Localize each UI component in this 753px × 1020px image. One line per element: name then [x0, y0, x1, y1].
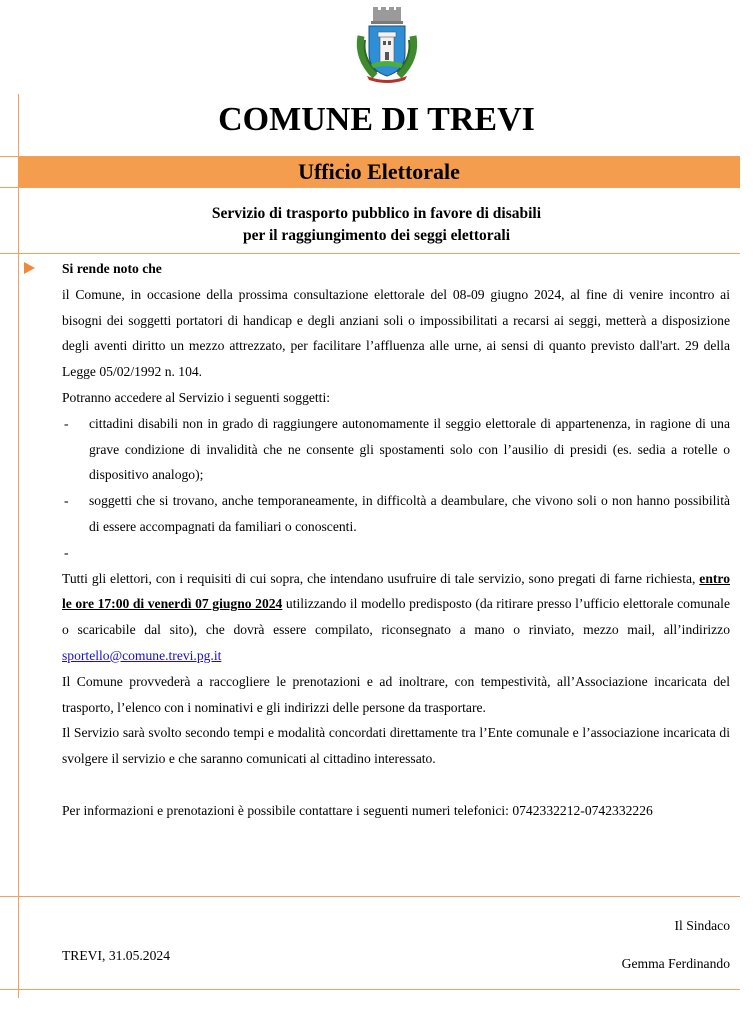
lead-text: Si rende noto che: [62, 261, 162, 276]
request-text-a: Tutti gli elettori, con i requisiti di cui sopra, che intendano usufruire di tale servizio, sono pregati di farne richiesta,: [62, 570, 700, 586]
page-title: COMUNE DI TREVI: [218, 101, 535, 138]
trevi-coat-of-arms-icon: [347, 6, 427, 86]
list-item-text: soggetti che si trovano, anche temporaneamente, in difficoltà a deambulare, che vivono soli o non hanno possibilità di essere accompagnati da familiari o conoscenti.: [89, 493, 730, 534]
subtitle-line-1: Servizio di trasporto pubblico in favore di disabili: [211, 205, 542, 222]
paragraph-service: Il Servizio sarà svolto secondo tempi e modalità concordati direttamente tra l’Ente comunale e l’associazione incaricata di svolgere il servizio e che saranno comunicati al cittadino interessato.: [62, 725, 730, 767]
list-item: [62, 488, 730, 540]
email-link[interactable]: sportello@comune.trevi.pg.it: [62, 647, 222, 663]
paragraph-request: [62, 566, 730, 669]
arrow-bullet-icon: [24, 262, 35, 274]
dash-marker: -: [64, 493, 69, 509]
signature-name: Gemma Ferdinando: [621, 956, 730, 971]
footer-rule-bottom: [0, 989, 740, 990]
place-date: TREVI, 31.05.2024: [62, 948, 170, 963]
eligibility-list: [62, 411, 730, 566]
header-rule-bottom: [0, 187, 740, 188]
spacer: [62, 772, 730, 798]
dash-marker: -: [64, 544, 69, 560]
footer-rule-top: [0, 896, 740, 897]
list-item-empty: [62, 540, 730, 566]
office-title: Ufficio Elettorale: [298, 159, 460, 184]
office-banner: [18, 157, 740, 187]
paragraph-bookings: Il Comune provvederà a raccogliere le prenotazioni e ad inoltrare, con tempestività, all’Associazione incaricata del trasporto, l’elenco con i nominativi e gli indirizzi delle persone da trasportare.: [62, 673, 730, 715]
notice-subtitle: [0, 203, 753, 247]
subtitle-line-2: per il raggiungimento dei seggi elettorali: [242, 227, 511, 244]
dash-marker: -: [64, 415, 69, 431]
list-item-text: cittadini disabili non in grado di raggiungere autonomamente il seggio elettorale di appartenenza, in ragione di una grave condizione di invalidità che ne consente gli spostamenti solo con l’ausilio di presidi (es. sedia a rotelle o dispositivo analogo);: [89, 415, 730, 483]
paragraph-eligible: Potranno accedere al Servizio i seguenti soggetti:: [62, 389, 331, 405]
deadline-text: entro le ore 17:00 di venerdì 07 giugno 2024: [62, 570, 730, 612]
notice-body: [62, 256, 730, 824]
paragraph-contacts: Per informazioni e prenotazioni è possibile contattare i seguenti numeri telefonici: 0742332212-0742332226: [62, 802, 653, 818]
signature-role: Il Sindaco: [674, 918, 730, 933]
paragraph-intro: il Comune, in occasione della prossima consultazione elettorale del 08-09 giugno 2024, al fine di venire incontro ai bisogni dei soggetti portatori di handicap e degli anziani soli o impossibilitati a recarsi ai seggi, metterà a disposizione degli aventi diritto un mezzo attrezzato, per facilitare l’affluenza alle urne, ai sensi di quanto previsto dall'art. 29 della Legge 05/02/1992 n. 104.: [62, 286, 730, 380]
request-text-b: utilizzando il modello predisposto (da ritirare presso l’ufficio elettorale comunale o scaricabile dal sito), che dovrà essere compilato, riconsegnato a mano o rinviato, mezzo mail, all’indirizzo: [62, 596, 730, 638]
list-item: [62, 411, 730, 488]
section-rule: [0, 253, 740, 254]
